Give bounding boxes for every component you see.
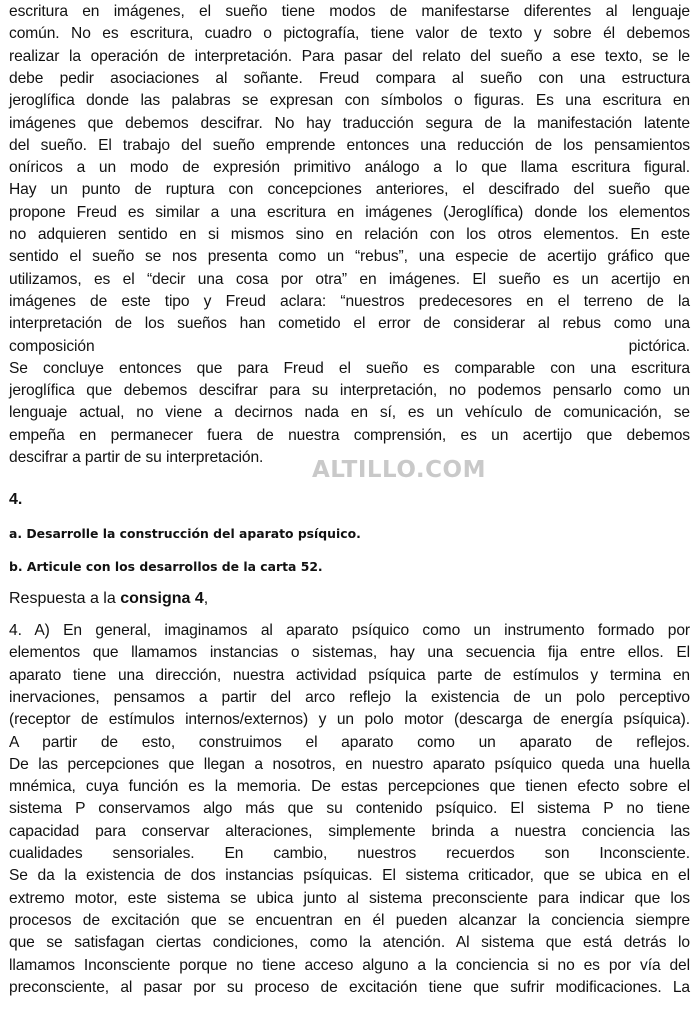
- text-line: 4. A) En general, imaginamos al aparato psíquico como un instrumento formado por: [9, 622, 690, 639]
- text-line: utilizamos, es el “decir una cosa por otra” en imágenes. El sueño es un acertijo en: [9, 270, 690, 288]
- text-line: que se satisfagan ciertas condiciones, como la atención. Al sistema que está detrás lo: [9, 934, 690, 952]
- text-line: cualidades sensoriales. En cambio, nuestros recuerdos son Inconsciente.: [9, 845, 690, 862]
- text-line: De las percepciones que llegan a nosotros, en nuestro aparato psíquico queda una huella: [9, 755, 690, 773]
- text-line: debe pedir asociaciones al soñante. Freud compara al sueño con una estructura: [9, 69, 690, 87]
- text-line: (receptor de estímulos internos/externos) y un polo motor (descarga de energía psíquica).: [9, 711, 690, 729]
- text-line: mnémica, cuya función es la memoria. De estas percepciones que tienen efecto sobre el: [9, 778, 690, 796]
- text-line: sentido el sueño se nos presenta como un “rebus”, una especie de acertijo gráfico que: [9, 248, 690, 266]
- text-line: Hay un punto de ruptura con concepciones anteriores, el descifrado del sueño que: [9, 181, 690, 199]
- text-line: composición pictórica.: [9, 337, 690, 355]
- text-line: común. No es escritura, cuadro o pictografía, tiene valor de texto y sobre él debemos: [9, 25, 690, 43]
- text-line: imágenes que debemos descifrar. No hay traducción segura de la manifestación latente: [9, 114, 690, 132]
- text-line: elementos que llamamos instancias o sistemas, hay una secuencia fija entre ellos. El: [9, 644, 690, 662]
- response-prefix: Respuesta a la: [9, 590, 121, 607]
- text-line: oníricos a un modo de expresión primitivo análogo a lo que llama escritura figural.: [9, 159, 690, 177]
- text-line: aparato tiene una dirección, nuestra actividad psíquica parte de estímulos y termina en: [9, 666, 690, 684]
- task-b: b. Articule con los desarrollos de la carta 52.: [9, 559, 323, 574]
- text-line: extremo motor, este sistema se ubica junto al sistema preconsciente para indicar que los: [9, 889, 690, 907]
- text-line: del sueño. El trabajo del sueño emprende entonces una reducción de los pensamientos: [9, 136, 690, 154]
- text-line: llamamos Inconsciente porque no tiene acceso alguno a la conciencia si no es por vía del: [9, 956, 690, 974]
- text-line: inervaciones, pensamos a partir del arco reflejo la existencia de un polo perceptivo: [9, 688, 690, 706]
- text-line: preconsciente, al pasar por su proceso de excitación tiene que sufrir modificaciones. La: [9, 978, 690, 996]
- text-line: imágenes de este tipo y Freud aclara: “nuestros predecesores en el terreno de la: [9, 292, 690, 310]
- text-line: empeña en permanecer fuera de nuestra comprensión, es un acertijo que debemos: [9, 426, 690, 444]
- text-line: no adquieren sentido en si mismos sino en relación con los otros elementos. En este: [9, 226, 690, 243]
- text-line: escritura en imágenes, el sueño tiene modos de manifestarse diferentes al lenguaje: [9, 3, 690, 20]
- section-number: 4.: [9, 491, 23, 508]
- text-line: capacidad para conservar alteraciones, simplemente brinda a nuestra conciencia las: [9, 822, 690, 840]
- text-line: Se da la existencia de dos instancias psíquicas. El sistema criticador, que se ubica en el: [9, 867, 690, 885]
- text-line: descifrar a partir de su interpretación.: [9, 449, 264, 466]
- text-line: A partir de esto, construimos el aparato como un aparato de reflejos.: [9, 733, 690, 751]
- task-a: a. Desarrolle la construcción del aparato psíquico.: [9, 526, 361, 541]
- text-line: Se concluye entonces que para Freud el sueño es comparable con una escritura: [9, 359, 690, 377]
- text-line: propone Freud es similar a una escritura en imágenes (Jeroglífica) donde los elementos: [9, 203, 690, 221]
- watermark-altillo: ALTILLO.COM: [312, 457, 486, 483]
- text-line: sistema P conservamos algo más que su contenido psíquico. El sistema P no tiene: [9, 800, 690, 818]
- text-line: procesos de excitación que se encuentran en él pueden alcanzar la conciencia siempre: [9, 911, 690, 929]
- text-line: interpretación de los sueños han cometido el error de considerar al rebus como una: [9, 315, 690, 333]
- response-heading: [9, 590, 208, 608]
- text-line: jeroglífica que debemos descifrar para su interpretación, no podemos pensarlo como un: [9, 382, 690, 400]
- response-suffix: ,: [203, 590, 209, 607]
- text-line: realizar la operación de interpretación. Para pasar del relato del sueño a ese texto, se le: [9, 47, 690, 65]
- text-line: lenguaje actual, no viene a decirnos nada en sí, es un vehículo de comunicación, se: [9, 404, 690, 422]
- response-bold: consigna 4: [120, 590, 204, 607]
- text-line: jeroglífica donde las palabras se expresan con símbolos o figuras. Es una escritura en: [9, 92, 690, 110]
